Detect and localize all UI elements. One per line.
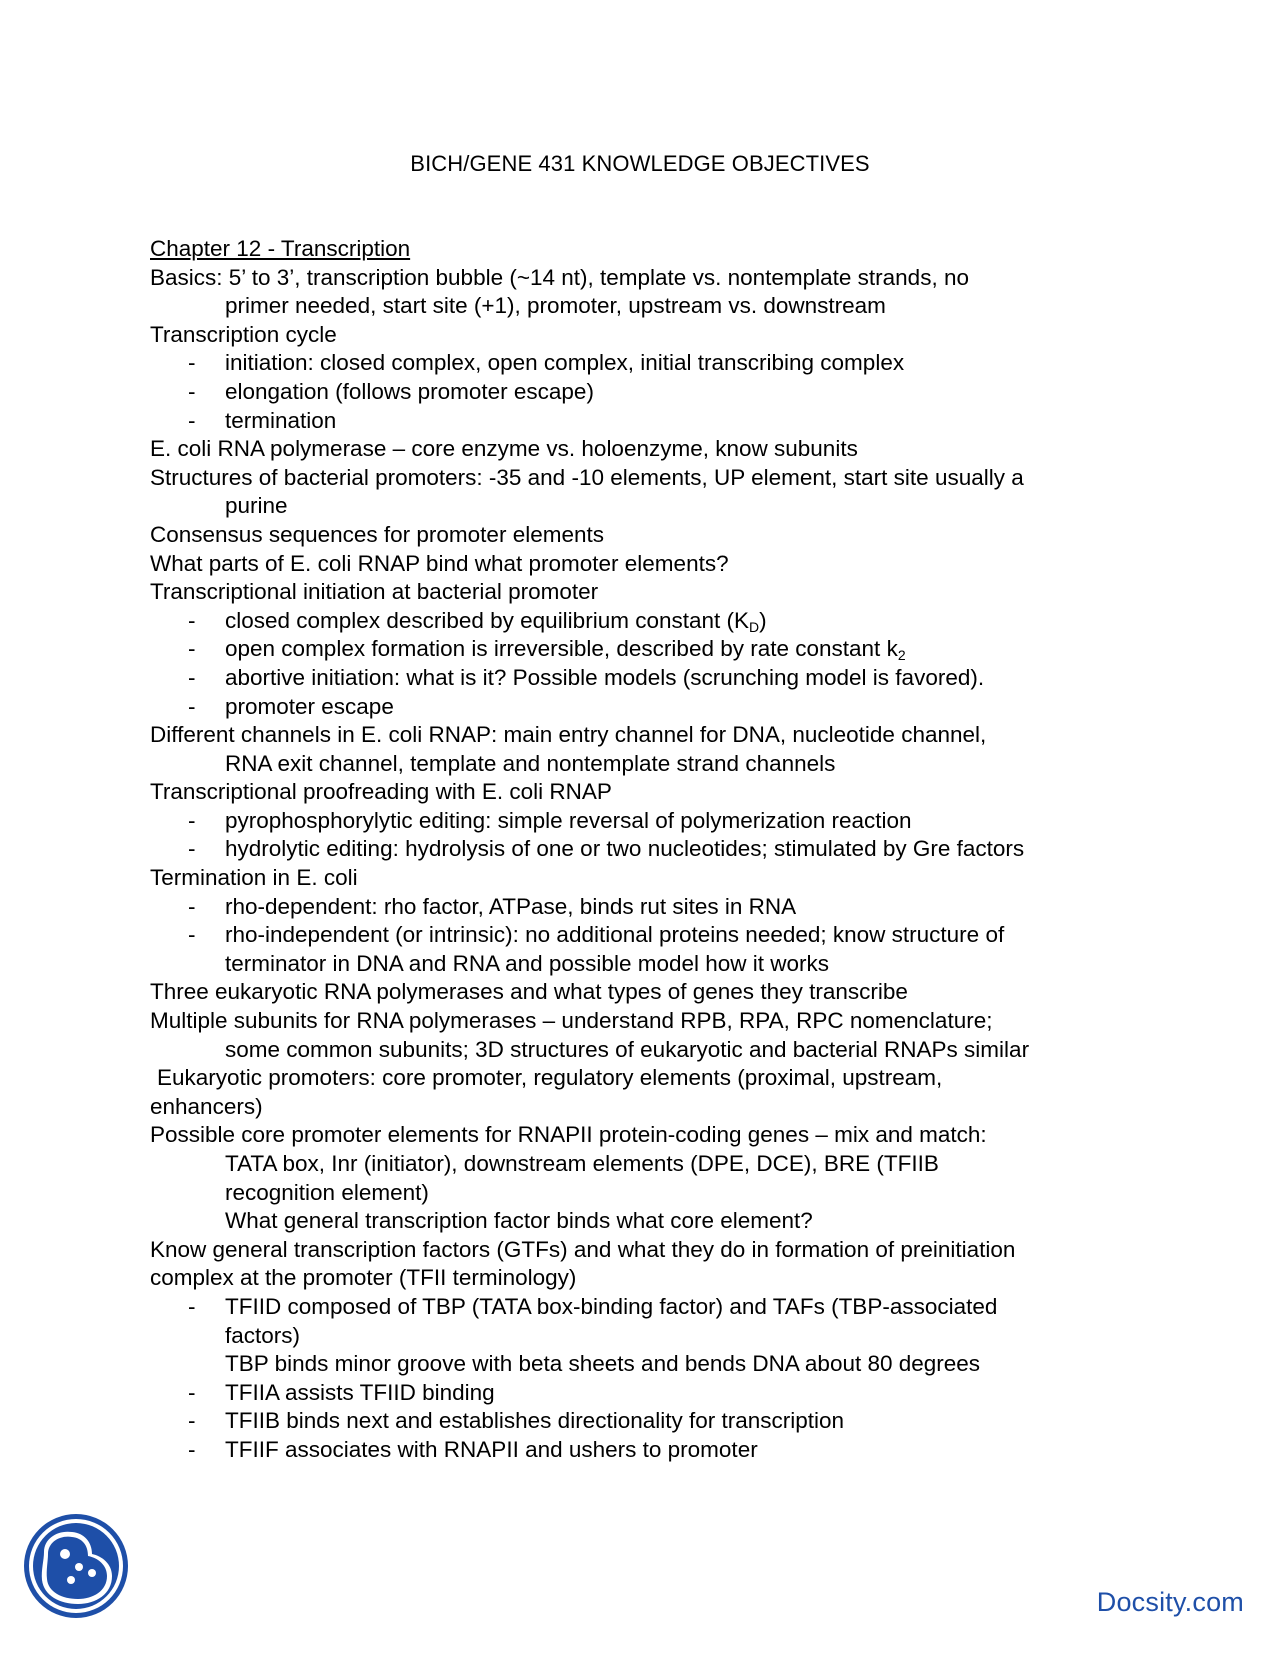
bullet-dash: - (188, 1293, 196, 1319)
text-line: What general transcription factor binds what core element? (225, 1208, 813, 1234)
text-line: Know general transcription factors (GTFs) and what they do in formation of preinitiation (150, 1236, 1016, 1262)
text-line: factors) (225, 1322, 301, 1348)
bullet-dash: - (188, 664, 196, 690)
text-line: What parts of E. coli RNAP bind what promoter elements? (150, 550, 729, 576)
text-line: TATA box, Inr (initiator), downstream elements (DPE, DCE), BRE (TFIIB (225, 1151, 939, 1176)
text-line: Multiple subunits for RNA polymerases – understand RPB, RPA, RPC nomenclature; (150, 1008, 993, 1034)
bullet-dash: - (188, 693, 196, 719)
bullet-dash: - (188, 378, 196, 404)
bullet-dash: - (188, 807, 196, 833)
chapter-heading: Chapter 12 - Transcription (150, 236, 411, 261)
document-body (150, 235, 1160, 1465)
bullet-item: - TFIIF associates with RNAPII and ushers to promoter (150, 1436, 1160, 1465)
document-title: BICH/GENE 431 KNOWLEDGE OBJECTIVES (410, 151, 870, 176)
docsity-logo-icon[interactable] (22, 1512, 130, 1620)
bullet-dash: - (188, 636, 196, 662)
bullet-item: - TFIID composed of TBP (TATA box-binding factor) and TAFs (TBP-associated (150, 1293, 1160, 1322)
docsity-brand-link[interactable]: Docsity.com (1096, 1587, 1244, 1617)
text-line: Transcriptional proofreading with E. coli RNAP (150, 779, 612, 805)
text-line: Possible core promoter elements for RNAPII protein-coding genes – mix and match: (150, 1122, 987, 1148)
text-line: Different channels in E. coli RNAP: main entry channel for DNA, nucleotide channel, (150, 722, 987, 748)
text-line: recognition element) (225, 1179, 429, 1205)
text-line: E. coli RNA polymerase – core enzyme vs. holoenzyme, know subunits (150, 436, 858, 462)
bullet-item: - TFIIB binds next and establishes directionality for transcription (150, 1407, 1160, 1436)
bullet-dash: - (188, 1408, 196, 1434)
bullet-dash: - (188, 407, 196, 433)
bullet-item: - rho-independent (or intrinsic): no additional proteins needed; know structure of (150, 921, 1160, 950)
text-line: Consensus sequences for promoter elements (150, 521, 604, 547)
text-line: TBP binds minor groove with beta sheets and bends DNA about 80 degrees (225, 1351, 981, 1377)
bullet-dash: - (188, 607, 196, 633)
text-line: purine (225, 493, 288, 519)
bullet-item: - initiation: closed complex, open complex, initial transcribing complex (150, 349, 1160, 378)
bullet-dash: - (188, 893, 196, 919)
text-line: RNA exit channel, template and nontemplate strand channels (225, 750, 836, 776)
bullet-dash: - (188, 350, 196, 376)
bullet-item: - elongation (follows promoter escape) (150, 378, 1160, 407)
text-line: enhancers) (150, 1093, 263, 1119)
text-line: Basics: 5’ to 3’, transcription bubble (~14 nt), template vs. nontemplate strands, no (150, 264, 969, 290)
bullet-dash: - (188, 1379, 196, 1405)
bullet-dash: - (188, 1436, 196, 1462)
bullet-item: - rho-dependent: rho factor, ATPase, binds rut sites in RNA (150, 893, 1160, 922)
bullet-dash: - (188, 922, 196, 948)
text-line: complex at the promoter (TFII terminology) (150, 1265, 577, 1291)
text-line: Transcription cycle (150, 321, 337, 347)
text-line: Structures of bacterial promoters: -35 and -10 elements, UP element, start site usually a (150, 464, 1024, 490)
text-line: Termination in E. coli (150, 865, 358, 891)
text-line: Three eukaryotic RNA polymerases and what types of genes they transcribe (150, 979, 908, 1005)
text-line: terminator in DNA and RNA and possible model how it works (225, 950, 830, 976)
text-line: Transcriptional initiation at bacterial promoter (150, 579, 599, 605)
bullet-item: - abortive initiation: what is it? Possible models (scrunching model is favored). (150, 664, 1160, 693)
bullet-item: - closed complex described by equilibrium constant $(K_D)$ (188, 607, 767, 635)
bullet-item: - pyrophosphorylytic editing: simple reversal of polymerization reaction (150, 807, 1160, 836)
bullet-item: - termination (150, 407, 1160, 436)
logo-graphic (22, 1512, 130, 1620)
bullet-item: - promoter escape (150, 693, 1160, 722)
text-line: some common subunits; 3D structures of eukaryotic and bacterial RNAPs similar (225, 1036, 1030, 1062)
text-line: primer needed, start site (+1), promoter, upstream vs. downstream (225, 293, 886, 319)
bullet-item: - TFIIA assists TFIID binding (150, 1379, 1160, 1408)
text-line: Eukaryotic promoters: core promoter, regulatory elements (proximal, upstream, (157, 1065, 943, 1091)
bullet-item: - open complex formation is irreversible, described by rate constant $k_2$ (188, 636, 906, 664)
bullet-dash: - (188, 836, 196, 862)
bullet-item: - hydrolytic editing: hydrolysis of one or two nucleotides; stimulated by Gre factors (150, 835, 1160, 864)
